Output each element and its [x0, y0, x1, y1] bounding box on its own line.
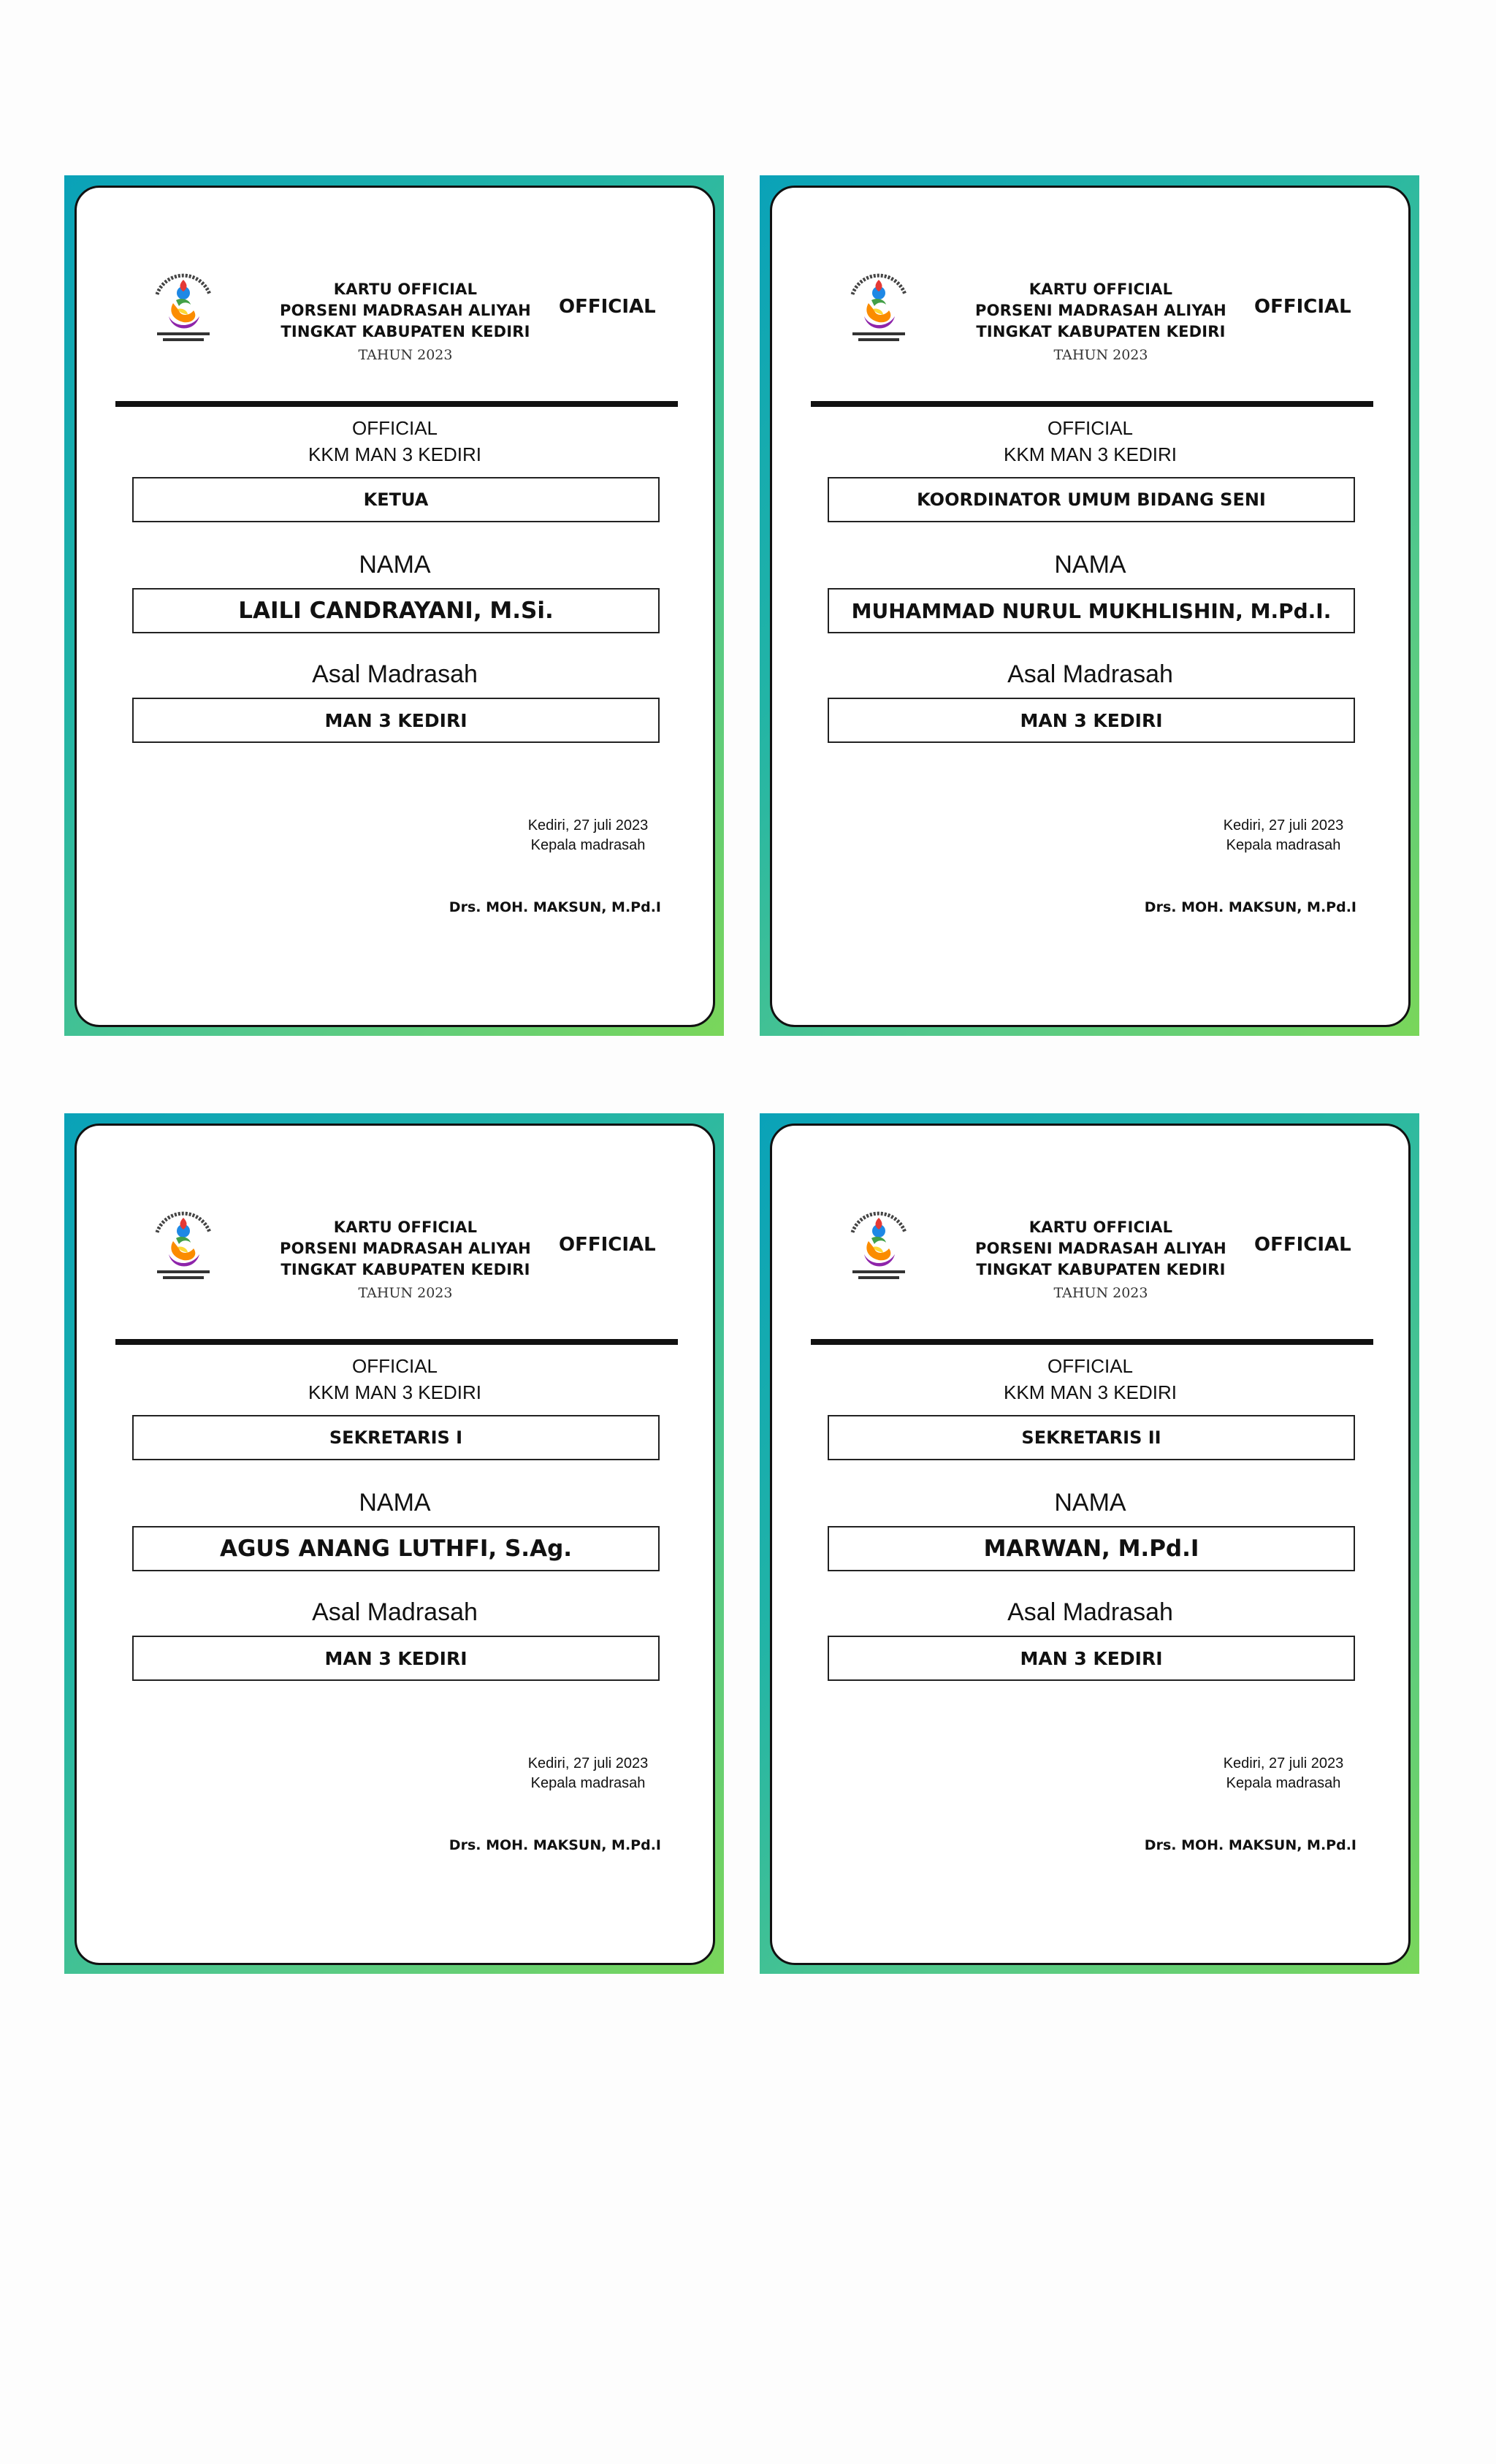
origin-box: MAN 3 KEDIRI	[828, 698, 1355, 743]
asal-madrasah-label: Asal Madrasah	[1007, 660, 1173, 688]
nama-label: NAMA	[359, 1489, 431, 1517]
origin-box: MAN 3 KEDIRI	[828, 1636, 1355, 1681]
porseni-logo-icon	[842, 265, 915, 351]
card-inner	[770, 186, 1411, 1027]
name-box: AGUS ANANG LUTHFI, S.Ag.	[132, 1526, 660, 1571]
signature-name: Drs. MOH. MAKSUN, M.Pd.I	[1144, 899, 1356, 915]
name-box: LAILI CANDRAYANI, M.Si.	[132, 588, 660, 633]
porseni-logo-icon	[842, 1203, 915, 1289]
card-inner	[75, 1124, 715, 1965]
header-badge: OFFICIAL	[1254, 1234, 1351, 1256]
official-label: OFFICIAL	[1047, 417, 1133, 439]
header-title-line-1: KARTU OFFICIAL	[333, 1218, 478, 1236]
official-unit: KKM MAN 3 KEDIRI	[308, 1381, 481, 1403]
signature-position: Kepala madrasah	[1226, 1775, 1341, 1791]
official-card-1	[64, 175, 724, 1036]
header-badge: OFFICIAL	[1254, 296, 1351, 318]
official-card-2	[760, 175, 1419, 1036]
signature-block	[508, 816, 668, 855]
origin-box: MAN 3 KEDIRI	[132, 1636, 660, 1681]
header-title-line-2: PORSENI MADRASAH ALIYAH	[975, 302, 1226, 319]
signature-position: Kepala madrasah	[1226, 837, 1341, 853]
header-year: TAHUN 2023	[1053, 1285, 1148, 1301]
official-label: OFFICIAL	[351, 1355, 438, 1377]
header-title-line-2: PORSENI MADRASAH ALIYAH	[975, 1240, 1226, 1257]
header-title-line-2: PORSENI MADRASAH ALIYAH	[280, 1240, 531, 1257]
header-divider	[811, 1339, 1373, 1345]
card-header-title	[969, 1217, 1232, 1281]
signature-block	[1203, 1754, 1364, 1793]
header-divider	[115, 1339, 678, 1345]
header-title-line-3: TINGKAT KABUPATEN KEDIRI	[976, 1261, 1226, 1278]
signature-place-date: Kediri, 27 juli 2023	[1223, 817, 1344, 834]
signature-block	[1203, 816, 1364, 855]
header-title-line-1: KARTU OFFICIAL	[333, 281, 478, 298]
nama-label: NAMA	[1054, 1489, 1126, 1517]
header-badge: OFFICIAL	[559, 296, 656, 318]
origin-box: MAN 3 KEDIRI	[132, 698, 660, 743]
signature-place-date: Kediri, 27 juli 2023	[527, 817, 649, 834]
asal-madrasah-label: Asal Madrasah	[312, 1598, 478, 1626]
official-unit: KKM MAN 3 KEDIRI	[1004, 1381, 1177, 1403]
official-card-3	[64, 1113, 724, 1974]
role-box: SEKRETARIS II	[828, 1415, 1355, 1460]
porseni-logo-icon	[147, 1203, 220, 1289]
nama-label: NAMA	[359, 551, 431, 579]
header-title-line-3: TINGKAT KABUPATEN KEDIRI	[280, 323, 530, 340]
signature-block	[508, 1754, 668, 1793]
header-title-line-2: PORSENI MADRASAH ALIYAH	[280, 302, 531, 319]
official-unit: KKM MAN 3 KEDIRI	[308, 443, 481, 465]
asal-madrasah-label: Asal Madrasah	[312, 660, 478, 688]
official-label: OFFICIAL	[351, 417, 438, 439]
card-header-title	[274, 279, 537, 343]
header-divider	[115, 401, 678, 407]
signature-position: Kepala madrasah	[530, 837, 646, 853]
header-badge: OFFICIAL	[559, 1234, 656, 1256]
card-inner	[770, 1124, 1411, 1965]
name-box: MARWAN, M.Pd.I	[828, 1526, 1355, 1571]
header-year: TAHUN 2023	[1053, 347, 1148, 363]
signature-position: Kepala madrasah	[530, 1775, 646, 1791]
header-title-line-1: KARTU OFFICIAL	[1028, 281, 1173, 298]
asal-madrasah-label: Asal Madrasah	[1007, 1598, 1173, 1626]
role-box: KOORDINATOR UMUM BIDANG SENI	[828, 477, 1355, 522]
header-year: TAHUN 2023	[358, 1285, 453, 1301]
card-inner	[75, 186, 715, 1027]
header-title-line-1: KARTU OFFICIAL	[1028, 1218, 1173, 1236]
signature-name: Drs. MOH. MAKSUN, M.Pd.I	[1144, 1837, 1356, 1853]
signature-place-date: Kediri, 27 juli 2023	[1223, 1755, 1344, 1771]
role-box: SEKRETARIS I	[132, 1415, 660, 1460]
official-unit: KKM MAN 3 KEDIRI	[1004, 443, 1177, 465]
header-title-line-3: TINGKAT KABUPATEN KEDIRI	[280, 1261, 530, 1278]
signature-place-date: Kediri, 27 juli 2023	[527, 1755, 649, 1771]
nama-label: NAMA	[1054, 551, 1126, 579]
header-title-line-3: TINGKAT KABUPATEN KEDIRI	[976, 323, 1226, 340]
card-header-title	[969, 279, 1232, 343]
card-header-title	[274, 1217, 537, 1281]
signature-name: Drs. MOH. MAKSUN, M.Pd.I	[449, 899, 661, 915]
header-divider	[811, 401, 1373, 407]
official-label: OFFICIAL	[1047, 1355, 1133, 1377]
role-box: KETUA	[132, 477, 660, 522]
name-box: MUHAMMAD NURUL MUKHLISHIN, M.Pd.I.	[828, 588, 1355, 633]
signature-name: Drs. MOH. MAKSUN, M.Pd.I	[449, 1837, 661, 1853]
porseni-logo-icon	[147, 265, 220, 351]
official-card-4	[760, 1113, 1419, 1974]
header-year: TAHUN 2023	[358, 347, 453, 363]
